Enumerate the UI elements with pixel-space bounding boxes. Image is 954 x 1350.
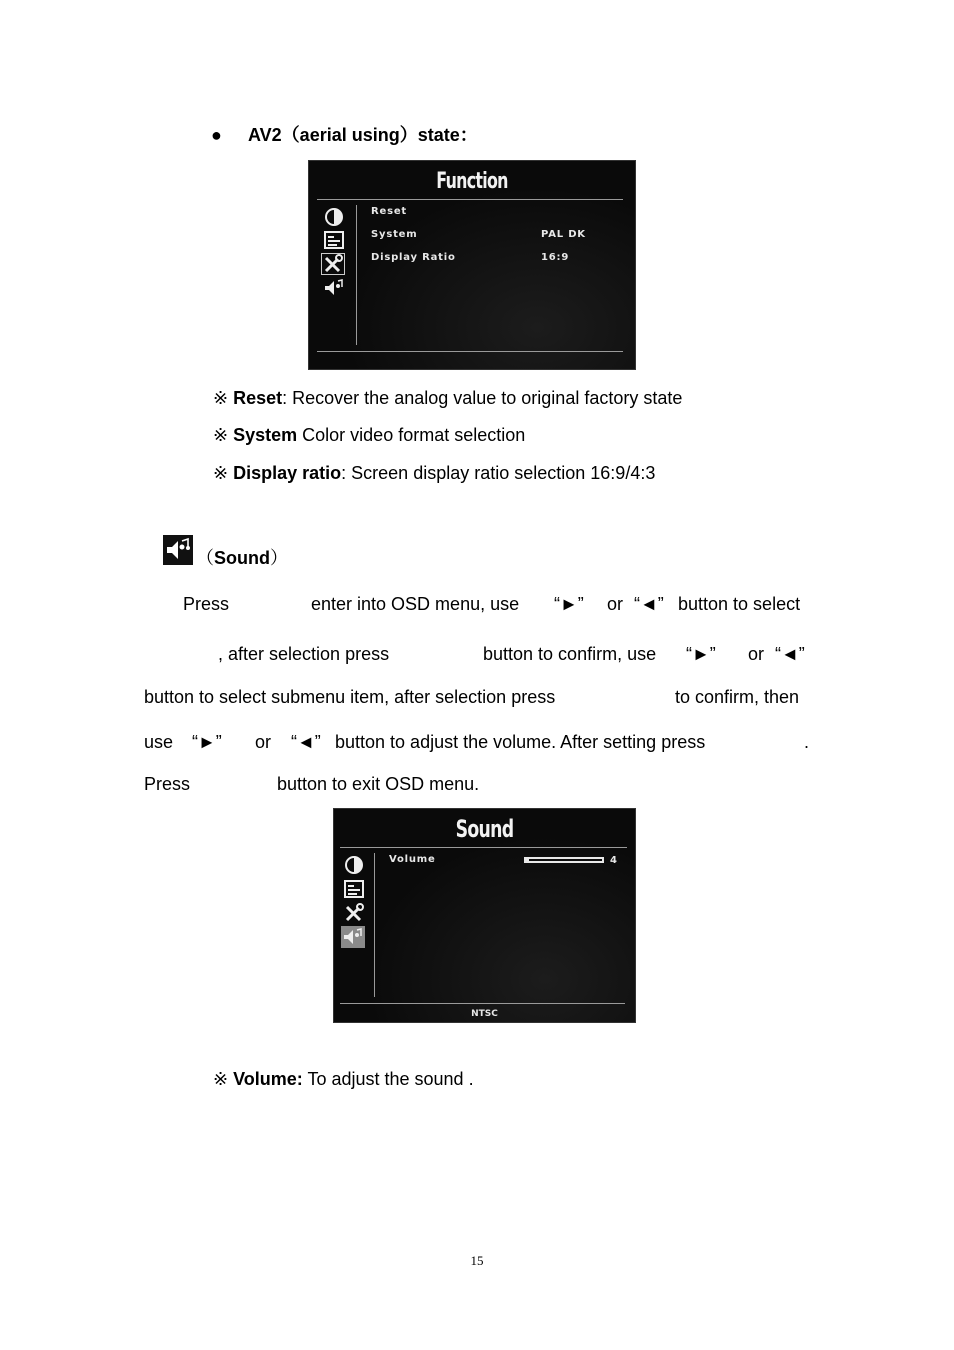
para-or: or (255, 732, 272, 752)
sound-icon (323, 278, 345, 298)
para-press: Press (144, 774, 191, 794)
contrast-icon (343, 855, 365, 875)
para-button-confirm: button to confirm, use (483, 644, 657, 664)
osd-footer-ntsc: NTSC (471, 1009, 498, 1019)
volume-slider[interactable] (524, 857, 604, 863)
heading-paren-close: ） (270, 548, 288, 568)
para-or: or (607, 594, 624, 614)
contrast-icon (323, 207, 345, 227)
para-adjust-volume: button to adjust the volume. After setting press (335, 732, 706, 752)
note-term: Volume: (233, 1069, 303, 1089)
note-mark: ※ (213, 1069, 229, 1089)
picture-menu-icon (343, 879, 365, 899)
osd-value-display-ratio: 16:9 (541, 252, 570, 263)
para-left-arrow: “◄” (775, 644, 805, 664)
para-right-arrow: “►” (686, 644, 716, 664)
note-mark: ※ (213, 425, 229, 445)
section-heading-av2: AV2（aerial using）state： (248, 125, 478, 145)
para-exit-osd: button to exit OSD menu. (277, 774, 480, 794)
para-or: or (748, 644, 765, 664)
picture-menu-icon (323, 230, 345, 250)
tools-icon (321, 253, 345, 275)
note-term: Display ratio (233, 463, 342, 483)
para-period: . (804, 732, 810, 752)
heading-paren-open: （ (196, 548, 214, 568)
osd-item-display-ratio[interactable]: Display Ratio (371, 252, 456, 263)
osd-bottom-divider (340, 1003, 625, 1004)
note-term: Reset (233, 388, 283, 408)
osd-divider (317, 199, 623, 200)
sound-icon (163, 535, 193, 565)
para-after-selection: , after selection press (218, 644, 390, 664)
bullet: ● (211, 125, 222, 145)
section-heading-sound (196, 547, 288, 569)
note-mark: ※ (213, 463, 229, 483)
heading-text: Sound (214, 548, 270, 568)
osd-sound-title: Sound (455, 815, 514, 843)
para-enter-osd: enter into OSD menu, use (311, 594, 520, 614)
tools-icon (343, 903, 365, 923)
page-number: 15 (470, 1253, 484, 1268)
para-press: Press (183, 594, 230, 614)
osd-bottom-divider (317, 351, 623, 352)
osd-item-reset[interactable]: Reset (371, 206, 407, 217)
note-text: : Recover the analog value to original factory state (282, 388, 683, 408)
osd-sound-screenshot (333, 808, 636, 1023)
osd-vertical-divider (356, 205, 357, 345)
sound-icon (341, 926, 365, 948)
note-volume (213, 1068, 474, 1090)
osd-value-system: PAL DK (541, 229, 586, 240)
note-text: : Screen display ratio selection 16:9/4:3 (341, 463, 656, 483)
osd-function-screenshot (308, 160, 636, 370)
note-term: System (233, 425, 298, 445)
osd-item-system[interactable]: System (371, 229, 418, 240)
osd-value-volume: 4 (610, 855, 618, 866)
note-mark: ※ (213, 388, 229, 408)
para-left-arrow: “◄” (291, 732, 321, 752)
note-system (213, 424, 525, 446)
osd-item-volume[interactable]: Volume (389, 854, 436, 865)
osd-divider (340, 847, 627, 848)
volume-slider-fill (526, 859, 529, 861)
note-reset (213, 387, 682, 409)
para-button-to-select: button to select (678, 594, 801, 614)
note-text: Color video format selection (297, 425, 526, 445)
para-right-arrow: “►” (554, 594, 584, 614)
osd-vertical-divider (374, 853, 375, 997)
para-select-submenu: button to select submenu item, after selection press (144, 687, 556, 707)
para-right-arrow: “►” (192, 732, 222, 752)
note-display-ratio (213, 462, 655, 484)
para-use: use (144, 732, 174, 752)
para-left-arrow: “◄” (634, 594, 664, 614)
para-to-confirm: to confirm, then (675, 687, 800, 707)
note-text: To adjust the sound . (302, 1069, 474, 1089)
osd-function-title: Function (436, 169, 508, 194)
